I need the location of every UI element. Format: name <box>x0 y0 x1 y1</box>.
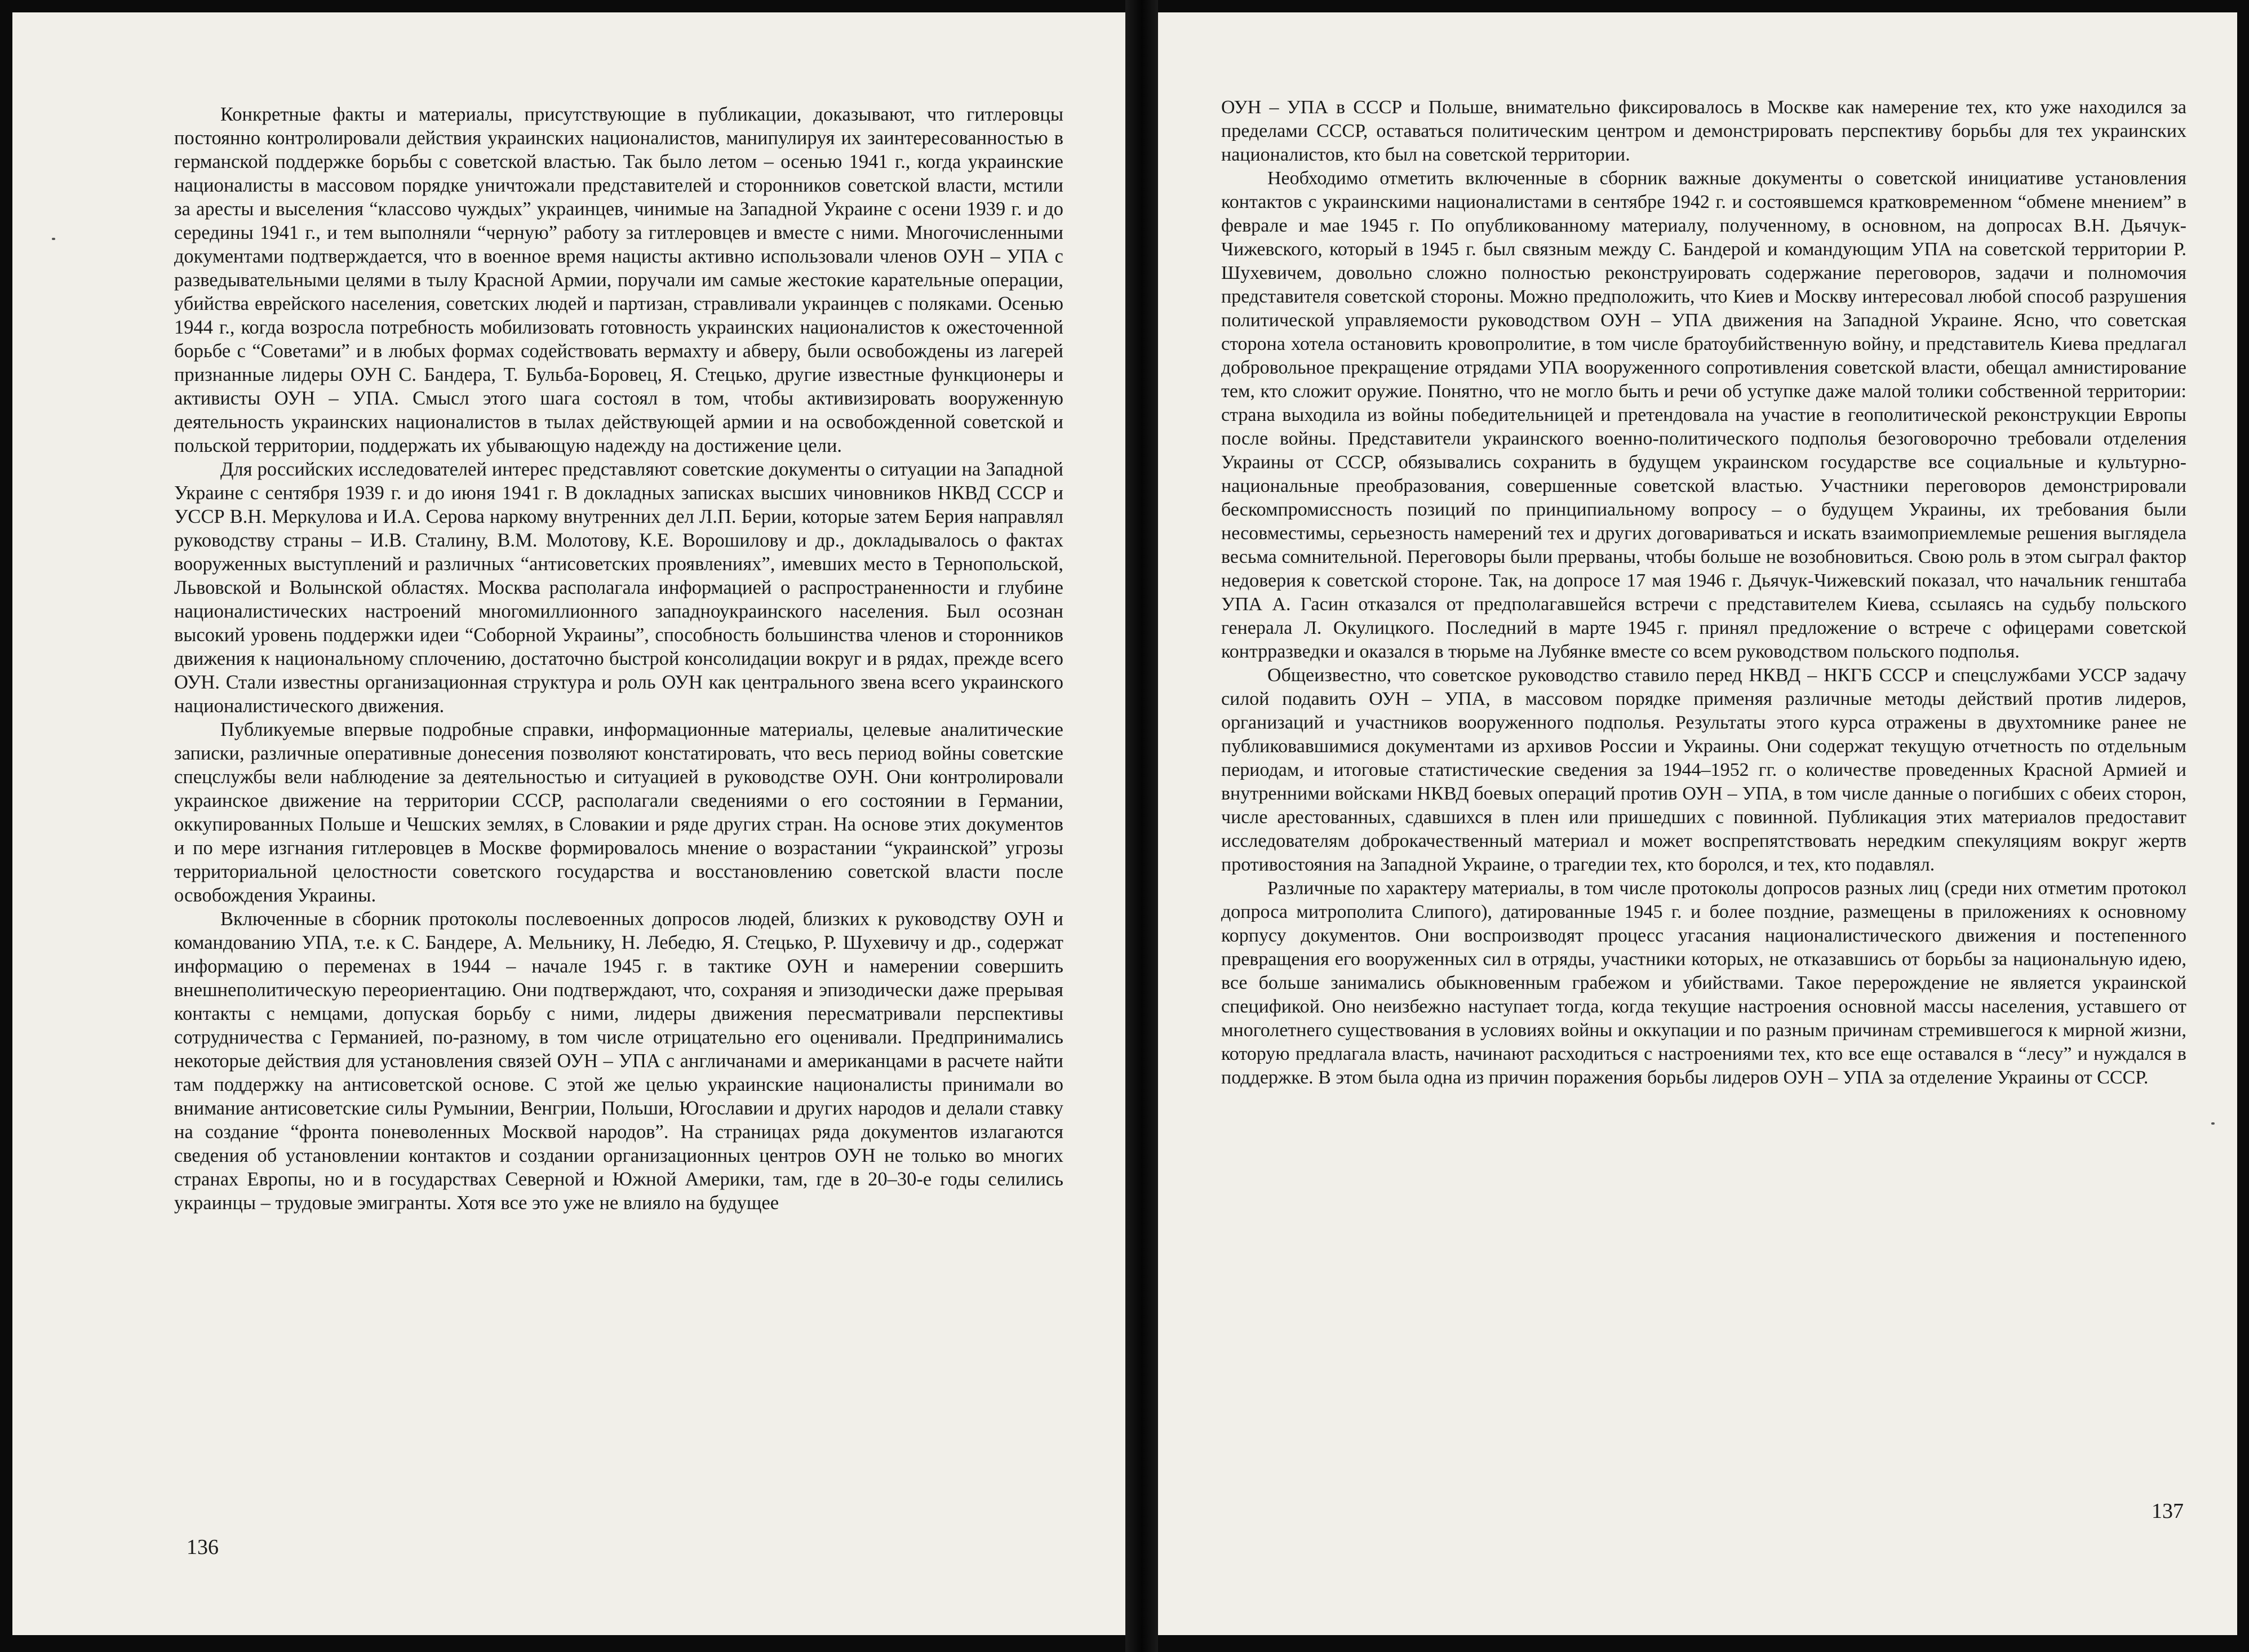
page-number: 136 <box>187 1535 219 1559</box>
scan-speck <box>2211 1122 2215 1125</box>
right-page-text <box>1221 96 2186 1090</box>
left-page <box>12 12 1125 1635</box>
left-page-text <box>174 103 1063 1215</box>
paragraph: Публикуемые впервые подробные справки, информационные материалы, целевые аналитические записки, различные оперативные донесения позволяют констатировать, что весь период войны советские спецслужбы вели наблюдение за деятельностью и ситуацией в руководстве ОУН. Они контролировали украинское движение на территории СССР, располагали сведениями о его состоянии в Германии, оккупированных Польше и Чешских землях, в Словакии и ряде других стран. На основе этих документов и по мере изгнания гитлеровцев в Москве формировалось мнение о возрастании “украинской” угрозы территориальной целостности советского государства и восстановлению советской власти после освобождения Украины. <box>174 719 1063 906</box>
paragraph: Для российских исследователей интерес представляют советские документы о ситуации на Западной Украине с сентября 1939 г. и до июня 1941 г. В докладных записках высших чиновников НКВД СССР и УССР В.Н. Меркулова и И.А. Серова наркому внутренних дел Л.П. Берии, которые затем Берия направлял руководству страны – И.В. Сталину, В.М. Молотову, К.Е. Ворошилову и др., докладывалось о фактах вооруженных выступлений и различных “антисоветских проявлениях”, имевших место в Тернопольской, Львовской и Волынской областях. Москва располагала информацией о распространенности и глубине националистических настроений многомиллионного западноукраинского населения. Был осознан высокий уровень поддержки идеи “Соборной Украины”, способность большинства членов и сторонников движения к национальному сплочению, достаточно быстрой консолидации вокруг и в рядах, прежде всего ОУН. Стали известны организационная структура и роль ОУН как центрального звена всего украинского националистического движения. <box>174 459 1063 717</box>
scan-speck <box>52 238 55 240</box>
page-number: 137 <box>2152 1499 2184 1523</box>
paragraph: Включенные в сборник протоколы послевоенных допросов людей, близких к руководству ОУН и командованию УПА, т.е. к С. Бандере, А. Мельнику, Н. Лебедю, Я. Стецько, Р. Шухевичу и др., содержат информацию о переменах в 1944 – начале 1945 г. в тактике ОУН и намерении совершить внешнеполитическую переориентацию. Они подтверждают, что, сохраняя и эпизодически даже прерывая контакты с немцами, допуская борьбу с ними, лидеры движения пересматривали перспективы сотрудничества с Германией, по-разному, в том числе отрицательно его оценивали. Предпринимались некоторые действия для установления связей ОУН – УПА с англичанами и американцами в расчете найти там поддержку на антисоветской основе. С этой же целью украинские националисты принимали во внимание антисоветские силы Румынии, Венгрии, Польши, Югославии и других народов и делали ставку на создание “фронта поневоленных Москвой народов”. На страницах ряда документов излагаются сведения об установлении контактов и создании организационных центров ОУН не только во многих странах Европы, но и в государствах Северной и Южной Америки, там, где в 20–30-е годы селились украинцы – трудовые эмигранты. Хотя все это уже не влияло на будущее <box>174 908 1063 1214</box>
right-page <box>1158 12 2237 1635</box>
book-gutter <box>1125 0 1158 1652</box>
paragraph: Необходимо отметить включенные в сборник важные документы о советской инициативе установления контактов с украинскими националистами в сентябре 1942 г. и состоявшемся кратковременном “обмене мнением” в феврале и мае 1945 г. По опубликованному материалу, полученному, в основном, на допросах В.Н. Дьячук-Чижевского, который в 1945 г. был связным между С. Бандерой и командующим УПА на советской территории Р. Шухевичем, довольно сложно полностью реконструировать содержание переговоров, задачи и полномочия представителя советской стороны. Можно предположить, что Киев и Москву интересовал любой способ разрушения политической управляемости руководством ОУН – УПА движения на Западной Украине. Ясно, что советская сторона хотела остановить кровопролитие, в том числе братоубийственную войну, и представитель Киева предлагал добровольное прекращение отрядами УПА вооруженного сопротивления советской власти, обещал амнистирование тем, кто сложит оружие. Понятно, что не могло быть и речи об уступке даже малой толики собственной территории: страна выходила из войны победительницей и претендовала на участие в геополитической реконструкции Европы после войны. Представители украинского военно-политического подполья безоговорочно требовали отделения Украины от СССР, обязывались сохранить в будущем украинском государстве все социальные и культурно-национальные преобразования, совершенные советской властью. Участники переговоров демонстрировали бескомпромиссность позиций по принципиальному вопросу – о будущем Украины, их требования были несовместимы, серьезность намерений тех и других договариваться и искать взаимоприемлемые решения выглядела весьма сомнительной. Переговоры были прерваны, чтобы больше не возобновиться. Свою роль в этом сыграл фактор недоверия к советской стороне. Так, на допросе 17 мая 1946 г. Дьячук-Чижевский показал, что начальник генштаба УПА А. Гасин отказался от предполагавшейся встречи с представителем Киева, ссылаясь на судьбу польского генерала Л. Окулицкого. Последний в марте 1945 г. принял предложение о встрече с офицерами советской контрразведки и оказался в тюрьме на Лубянке вместе со всем руководством польского подполья. <box>1221 168 2186 662</box>
paragraph: Различные по характеру материалы, в том числе протоколы допросов разных лиц (среди них отметим протокол допроса митрополита Слипого), датированные 1945 г. и более поздние, размещены в приложениях к основному корпусу документов. Они воспроизводят процесс угасания националистического движения и постепенного превращения его вооруженных сил в отряды, участники которых, не отказавшись от борьбы за национальную идею, все больше занимались обыкновенным грабежом и убийствами. Такое перерождение не является украинской спецификой. Оно неизбежно наступает тогда, когда текущие настроения основной массы населения, уставшего от многолетнего существования в условиях войны и оккупации и по разным причинам стремившегося к мирной жизни, которую предлагала власть, начинают расходиться с настроениями тех, кто все еще оставался в “лесу” и нуждался в поддержке. В этом была одна из причин поражения борьбы лидеров ОУН – УПА за отделение Украины от СССР. <box>1221 878 2186 1088</box>
paragraph: Общеизвестно, что советское руководство ставило перед НКВД – НКГБ СССР и спецслужбами УССР задачу силой подавить ОУН – УПА, в массовом порядке применяя различные методы действий против лидеров, организаций и участников вооруженного подполья. Результаты этого курса отражены в двухтомнике ранее не публиковавшимися документами из архивов России и Украины. Они содержат текущую отчетность по отдельным периодам, и итоговые статистические сведения за 1944–1952 гг. о количестве проведенных Красной Армией и внутренними войсками НКВД боевых операций против ОУН – УПА, в том числе данные о погибших с обеих сторон, числе арестованных, сдавшихся в плен или пришедших с повинной. Публикация этих материалов предоставит исследователям доброкачественный материал и может воспрепятствовать нередким спекуляциям вокруг жертв противостояния на Западной Украине, о трагедии тех, кто боролся, и тех, кто подавлял. <box>1221 665 2186 875</box>
paragraph: Конкретные факты и материалы, присутствующие в публикации, доказывают, что гитлеровцы постоянно контролировали действия украинских националистов, манипулируя их заинтересованностью в германской поддержке борьбы с советской властью. Так было летом – осенью 1941 г., когда украинские националисты в массовом порядке уничтожали представителей и сторонников советской власти, мстили за аресты и выселения “классово чуждых” украинцев, чинимые на Западной Украине с осени 1939 г. и до середины 1941 г., и тем выполняли “черную” работу за гитлеровцев и вместе с ними. Многочисленными документами подтверждается, что в военное время нацисты активно использовали членов ОУН – УПА с разведывательными целями в тылу Красной Армии, поручали им самые жестокие карательные операции, убийства еврейского населения, советских людей и партизан, стравливали украинцев с поляками. Осенью 1944 г., когда возросла потребность мобилизовать готовность украинских националистов к ожесточенной борьбе с “Советами” и в любых формах содействовать вермахту и абверу, были освобождены из лагерей признанные лидеры ОУН С. Бандера, Т. Бульба-Боровец, Я. Стецько, другие известные функционеры и активисты ОУН – УПА. Смысл этого шага состоял в том, чтобы активизировать вооруженную деятельность украинских националистов в тылах действующей армии и на освобожденной советской и польской территории, поддержать их убывающую надежду на достижение цели. <box>174 104 1063 456</box>
paragraph-continuation: ОУН – УПА в СССР и Польше, внимательно фиксировалось в Москве как намерение тех, кто уже находился за пределами СССР, оставаться политическим центром и демонстрировать перспективу борьбы для тех украинских националистов, кто был на советской территории. <box>1221 97 2186 165</box>
